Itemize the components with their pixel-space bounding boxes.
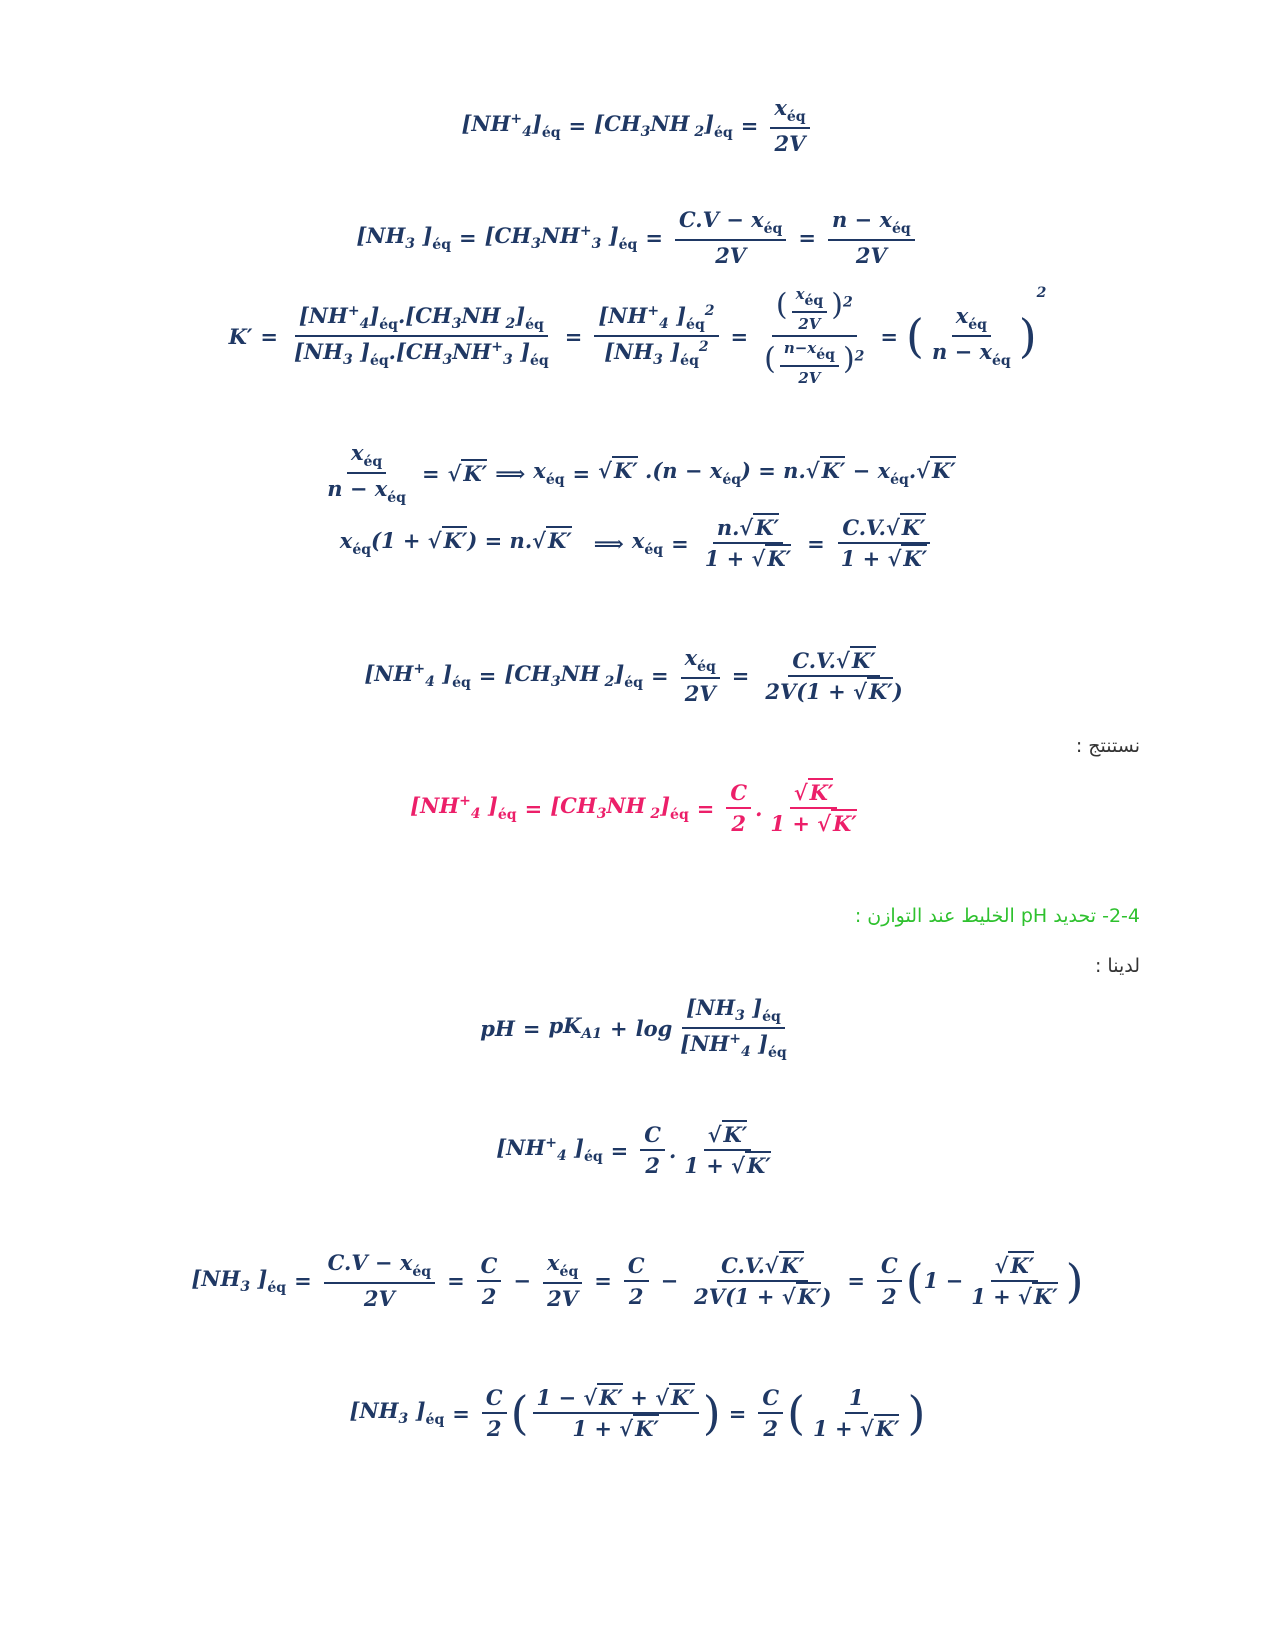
- equation-5: $x_{éq}(1 + √K') = n.√K'$ ⟹ $x_{éq}$ = $\frac{n.√K'}{1 + √K'}$ = $\frac{C.V.√K'}{1 + √K'}$: [0, 515, 1275, 571]
- equation-6: [$NH^+_4$ ]$_{éq}$ = [$CH_3NH$ $_2]_{éq}$ = $\frac{x_{éq}}{2V}$ = $\frac{C.V.√K'}{2V(1 + √K')}$: [364, 645, 903, 706]
- we-have-label: لدينا :: [1094, 955, 1140, 977]
- equation-2: [$NH_3$ ]$_{éq}$ = [$CH_3NH^+_3$ ]$_{éq}$ = $\frac{C.V - x_{éq}}{2V}$ = $\frac{n - x_{éq}}{2V}$: [0, 207, 1275, 268]
- equation-3-k-prime: K′ = $\frac{[NH^+_4]_{éq}.[CH_3NH _2]_{éq}}{[NH_3 ]_{éq}.[CH_3NH^+_3 ]_{éq}}$ = $\frac{[NH^+_4 ]_{éq}^2}{[NH_3 ]_{éq}^2}$ = ( $\frac{\text{xéq}}{2V}$ )$^2$ ( $\frac{\text{n−xéq}}{2V}$ )$^2$ = ( $\frac{x_{éq}}{n - x_{éq}}$ ) 2: [228, 285, 1047, 387]
- equation-8-ph: pH = $pK_{A1}$ + log $\frac{[NH_3 ]_{éq}}{[NH^+_4 ]_{éq}}$: [480, 995, 787, 1061]
- equation-10: [$NH_3$ ]$_{éq}$ = $\frac{C.V - x_{éq}}{2V}$ = $\frac{C}{2}$ − $\frac{x_{éq}}{2V}$ = $\frac{C}{2}$ − $\frac{C.V.√K'}{2V(1 + √K')}$ = $\frac{C}{2}$ ( 1 − $\frac{√K'}{1 + √K'}$ ): [191, 1250, 1084, 1311]
- equation-7-result: [$NH^+_4$ ]$_{éq}$ = [$CH_3NH$ $_2]_{éq}$ = $\frac{C}{2}$ . $\frac{√K'}{1 + √K'}$: [410, 780, 857, 836]
- section-title: 2-4- تحديد pH الخليط عند التوازن :: [854, 905, 1140, 927]
- equation-1: $[NH^+_4]_{éq}$ = [$CH_3NH$ $_2]_{éq}$ = $\frac{x_{éq}}{2V}$: [0, 95, 1275, 156]
- equation-11: [$NH_3$ ]$_{éq}$ = $\frac{C}{2}$ ( $\frac{1 - √K' + √K'}{1 + √K'}$ ) = $\frac{C}{2}$ ( $\frac{1}{1 + √K'}$ ): [349, 1385, 926, 1441]
- equation-4: $\frac{x_{éq}}{n - x_{éq}}$ = √K′ ⟹ $x_{éq}$ = √K′ $.(n - x_{éq}) = n.√K' - x_{éq}.√K'$: [327, 440, 956, 506]
- conclude-label: نستنتج :: [1075, 735, 1140, 757]
- equation-9: [$NH^+_4$ ]$_{éq}$ = $\frac{C}{2}$ . $\frac{√K'}{1 + √K'}$: [496, 1122, 771, 1178]
